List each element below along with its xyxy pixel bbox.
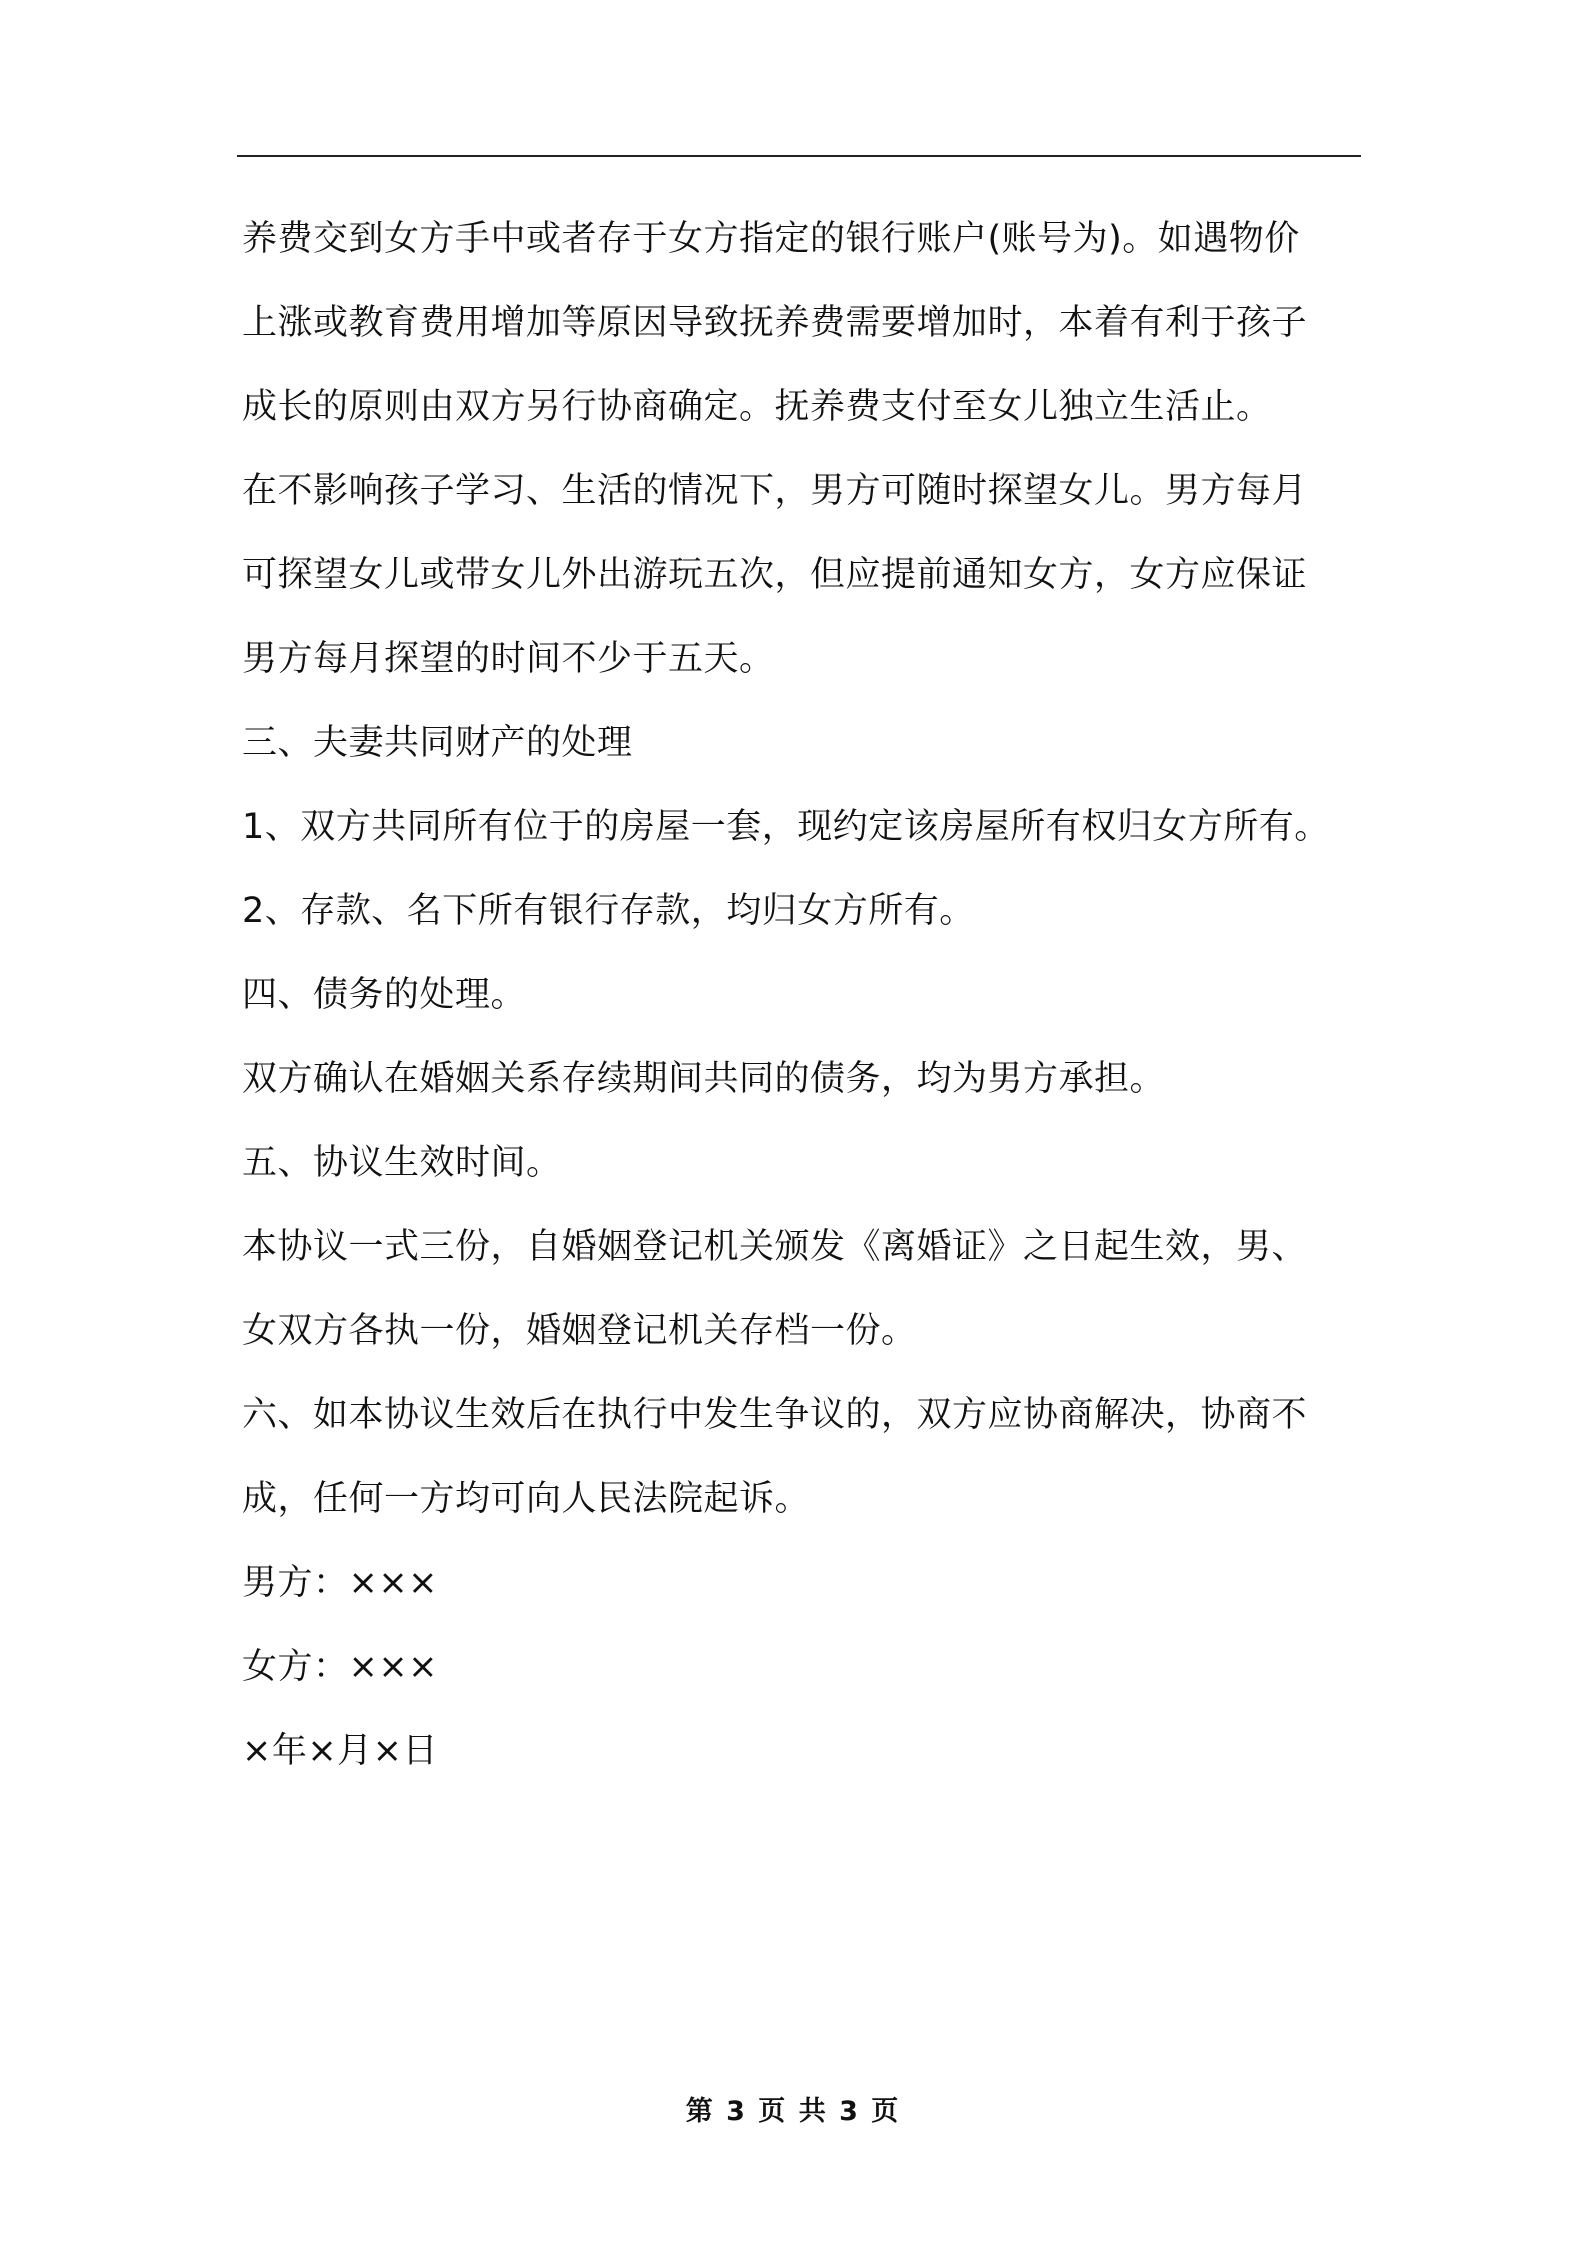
- section-heading-property: 三、夫妻共同财产的处理: [242, 723, 633, 763]
- text-line: 女双方各执一份，婚姻登记机关存档一份。: [242, 1311, 917, 1351]
- text-line: 本协议一式三份，自婚姻登记机关颁发《离婚证》之日起生效，男、: [242, 1227, 1308, 1267]
- text-line: 1、双方共同所有位于的房屋一套，现约定该房屋所有权归女方所有。: [242, 807, 1330, 847]
- signature-date: ×年×月×日: [242, 1731, 438, 1771]
- text-line: 成长的原则由双方另行协商确定。抚养费支付至女儿独立生活止。: [242, 387, 1272, 427]
- text-line: 2、存款、名下所有银行存款，均归女方所有。: [242, 891, 975, 931]
- signature-female-party: 女方：×××: [242, 1647, 438, 1687]
- signature-male-party: 男方：×××: [242, 1563, 438, 1603]
- section-heading-debt: 四、债务的处理。: [242, 975, 527, 1015]
- text-line: 在不影响孩子学习、生活的情况下，男方可随时探望女儿。男方每月: [242, 471, 1308, 511]
- text-line: 成，任何一方均可向人民法院起诉。: [242, 1479, 811, 1519]
- text-line: 可探望女儿或带女儿外出游玩五次，但应提前通知女方，女方应保证: [242, 555, 1308, 595]
- section-heading-effective-time: 五、协议生效时间。: [242, 1143, 562, 1183]
- text-line: 六、如本协议生效后在执行中发生争议的，双方应协商解决，协商不: [242, 1395, 1308, 1435]
- text-line: 上涨或教育费用增加等原因导致抚养费需要增加时，本着有利于孩子: [242, 303, 1308, 343]
- text-line: 男方每月探望的时间不少于五天。: [242, 639, 775, 679]
- document-body: [242, 197, 1382, 1793]
- text-line: 养费交到女方手中或者存于女方指定的银行账户(账号为)。如遇物价: [242, 219, 1300, 259]
- text-line: 双方确认在婚姻关系存续期间共同的债务，均为男方承担。: [242, 1059, 1166, 1099]
- header-rule: [237, 155, 1361, 157]
- page-number-footer: 第 3 页 共 3 页: [685, 2096, 901, 2127]
